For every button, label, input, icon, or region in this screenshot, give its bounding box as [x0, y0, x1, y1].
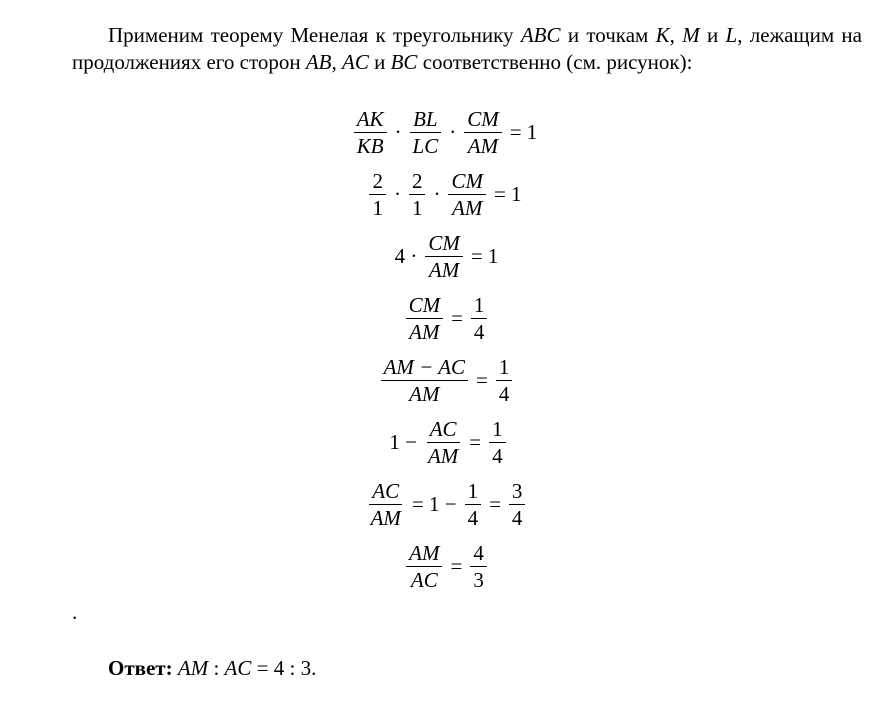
fraction	[425, 416, 461, 469]
denominator: AM	[452, 195, 483, 220]
denominator: AM	[467, 133, 499, 158]
numerator: 1	[496, 354, 513, 381]
operator: ·	[394, 119, 402, 144]
intro-text-3: ,	[669, 23, 683, 47]
numerator: CM	[448, 168, 486, 195]
answer-colon: :	[208, 656, 225, 680]
equals-sign: =	[476, 367, 488, 392]
fraction	[465, 478, 482, 531]
intro-text-1: Применим теорему Менелая к треугольнику	[108, 23, 521, 47]
denominator: AM	[427, 443, 459, 468]
intro-text-2: и точкам	[560, 23, 656, 47]
answer-am: AM	[177, 656, 209, 680]
denominator: AM	[409, 381, 440, 406]
fraction	[410, 106, 442, 159]
equation-1	[0, 101, 893, 163]
fraction	[409, 168, 426, 221]
fraction	[470, 540, 487, 593]
equals-sign: =	[451, 305, 463, 330]
denominator: 1	[372, 195, 383, 220]
intro-text-5: , лежащим на продолжениях его сторон	[72, 23, 862, 74]
middle-term: = 1 −	[411, 491, 457, 516]
equation-4	[0, 287, 893, 349]
trailing-dot: .	[72, 600, 78, 624]
numerator: CM	[406, 292, 444, 319]
fraction	[368, 478, 404, 531]
operator: ·	[393, 181, 401, 206]
numerator: 4	[470, 540, 487, 567]
denominator: AC	[410, 567, 438, 592]
point-k: K	[655, 23, 670, 47]
denominator: AM	[409, 319, 440, 344]
denominator: LC	[412, 133, 439, 158]
denominator: 3	[473, 567, 484, 592]
lead-term: 1 −	[389, 429, 417, 454]
numerator: AM − AC	[381, 354, 468, 381]
operator: ·	[449, 119, 457, 144]
numerator: CM	[425, 230, 463, 257]
answer-value: = 4 : 3.	[251, 656, 317, 680]
lead-term: 4 ·	[394, 243, 418, 268]
fraction	[425, 230, 463, 283]
intro-text-7: и	[368, 50, 391, 74]
fraction	[489, 416, 506, 469]
point-m: M	[682, 23, 700, 47]
numerator: AC	[369, 478, 402, 505]
intro-text-8: соответственно (см. рисунок):	[417, 50, 693, 74]
triangle-abc: ABC	[520, 23, 561, 47]
operator: ·	[433, 181, 441, 206]
point-l: L	[725, 23, 738, 47]
numerator: 1	[489, 416, 506, 443]
intro-text-6: ,	[331, 50, 342, 74]
fraction	[464, 106, 502, 159]
equation-7	[0, 473, 893, 535]
answer-line	[108, 656, 316, 681]
numerator: BL	[410, 106, 441, 133]
numerator: 1	[471, 292, 488, 319]
denominator: 4	[473, 319, 485, 344]
rhs: = 1	[493, 181, 522, 206]
fraction	[406, 292, 444, 345]
equation-6	[0, 411, 893, 473]
denominator: 4	[467, 505, 479, 530]
numerator: 1	[465, 478, 482, 505]
equation-2	[0, 163, 893, 225]
answer-label: Ответ:	[108, 656, 173, 680]
equation-8	[0, 535, 893, 597]
intro-paragraph	[72, 22, 862, 76]
fraction	[496, 354, 513, 407]
side-ab: AB	[305, 50, 332, 74]
equals-sign: =	[450, 553, 463, 578]
equation-5	[0, 349, 893, 411]
numerator: AM	[406, 540, 442, 567]
intro-text-4: и	[699, 23, 726, 47]
fraction	[381, 354, 468, 407]
fraction	[509, 478, 526, 531]
equals-sign: =	[489, 491, 501, 516]
answer-ac: AC	[224, 656, 252, 680]
numerator: 2	[369, 168, 386, 195]
fraction	[354, 106, 387, 159]
equation-3	[0, 225, 893, 287]
side-bc: BC	[390, 50, 418, 74]
equation-block	[0, 101, 893, 597]
denominator: 4	[511, 505, 523, 530]
denominator: KB	[356, 133, 384, 158]
fraction	[471, 292, 488, 345]
denominator: 4	[492, 443, 503, 468]
denominator: AM	[370, 505, 401, 530]
rhs: = 1	[509, 119, 538, 144]
denominator: 4	[498, 381, 510, 406]
equals-sign: =	[469, 429, 482, 454]
numerator: AK	[354, 106, 387, 133]
numerator: CM	[464, 106, 502, 133]
denominator: 1	[411, 195, 423, 220]
fraction	[369, 168, 386, 221]
denominator: AM	[428, 257, 460, 282]
rhs: = 1	[470, 243, 499, 268]
numerator: AC	[427, 416, 460, 443]
fraction	[448, 168, 486, 221]
numerator: 2	[409, 168, 426, 195]
fraction	[406, 540, 442, 593]
numerator: 3	[509, 478, 526, 505]
side-ac: AC	[342, 50, 369, 74]
